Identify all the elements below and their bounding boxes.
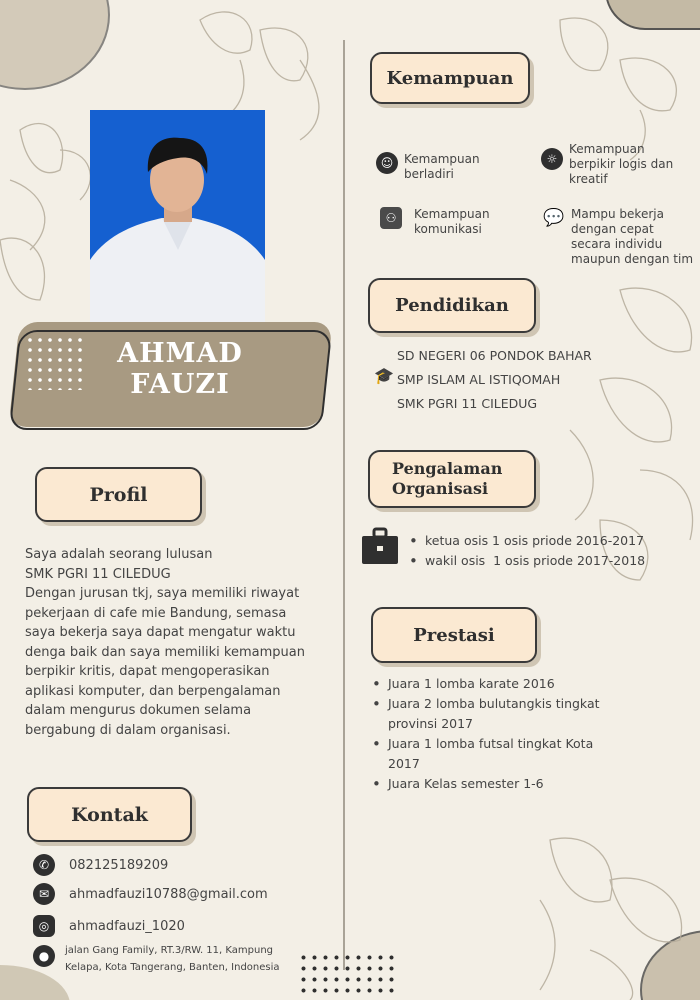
list-item: • Juara 1 lomba karate 2016: [368, 674, 668, 694]
skill-item: [541, 142, 673, 187]
contact-address: [33, 942, 280, 976]
achievements-heading: Prestasi: [371, 607, 537, 663]
skill-item: [380, 207, 490, 237]
profile-text: Saya adalah seorang lulusan SMK PGRI 11 CILEDUG Dengan jurusan tkj, saya memiliki riwayat pekerjaan di cafe mie Bandung, semasa saya bekerja saya dapat mengatur waktu denga baik dan saya memiliki kemampuan berpikir kritis, dapat mengoperasikan aplikasi komputer, dan berpengalaman dalam mengurus dokumen selama bergabung di dalam organisasi.: [25, 547, 305, 738]
skill-text: Mampu bekerja dengan cepat secara individu maupun dengan tim: [571, 207, 694, 266]
location-icon: ●: [33, 945, 55, 967]
instagram-handle: ahmadfauzi_1020: [69, 918, 185, 934]
contact-instagram: [33, 915, 185, 937]
name-last: FAUZI: [130, 369, 230, 400]
list-item: • Juara 2 lomba bulutangkis tingkat provinsi 2017: [368, 694, 668, 734]
flower-icon: [540, 838, 682, 1000]
profile-summary: [25, 545, 337, 740]
skill-text: Kemampuan berladiri: [404, 152, 480, 181]
education-heading: Pendidikan: [368, 278, 536, 333]
list-item: • Juara Kelas semester 1-6: [368, 774, 668, 794]
name-first: AHMAD: [117, 338, 243, 369]
people-icon: ⚇: [380, 207, 402, 229]
education-item: SMK PGRI 11 CILEDUG: [397, 396, 538, 411]
skill-text: Kemampuan komunikasi: [414, 207, 490, 236]
organization-heading-line-1: Pengalaman: [392, 459, 503, 478]
achievements-list: [368, 674, 668, 794]
organization-list: [405, 531, 645, 571]
instagram-icon: ◎: [33, 915, 55, 937]
phone-number: 082125189209: [69, 857, 169, 873]
contact-phone: [33, 854, 168, 876]
list-item: • ketua osis 1 osis priode 2016-2017: [405, 531, 645, 551]
profile-photo: [90, 110, 265, 330]
address-line-1: jalan Gang Family, RT.3/RW. 11, Kampung: [65, 945, 274, 956]
skills-heading: Kemampuan: [370, 52, 530, 104]
profile-heading: Profil: [35, 467, 202, 522]
skill-item: [543, 207, 693, 267]
person-name: [80, 338, 280, 400]
organization-heading: [368, 450, 536, 508]
list-item: • Juara 1 lomba futsal tingkat Kota 2017: [368, 734, 668, 774]
education-item: SMP ISLAM AL ISTIQOMAH: [397, 372, 561, 387]
education-item: SD NEGERI 06 PONDOK BAHAR: [397, 348, 592, 363]
skill-text: Kemampuan berpikir logis dan kreatif: [569, 142, 674, 186]
briefcase-icon: [361, 527, 399, 565]
decorative-dots: [25, 335, 85, 390]
list-item: • wakil osis 1 osis priode 2017-2018: [405, 551, 645, 571]
chat-icon: 💬: [543, 207, 565, 228]
email-icon: ✉: [33, 883, 55, 905]
martial-arts-icon: ☺: [376, 152, 398, 174]
email-address: ahmadfauzi10788@gmail.com: [69, 886, 268, 902]
flower-icon: [560, 18, 676, 160]
address-text: [65, 942, 280, 976]
flower-icon: [0, 124, 90, 300]
graduation-cap-icon: 🎓: [374, 366, 394, 385]
phone-icon: ✆: [33, 854, 55, 876]
contact-heading: Kontak: [27, 787, 192, 842]
skill-item: [376, 152, 480, 182]
lightbulb-icon: ☼: [541, 148, 563, 170]
organization-heading-line-2: Organisasi: [392, 479, 489, 498]
column-divider: [343, 40, 345, 970]
decorative-dots: [298, 952, 398, 997]
address-line-2: Kelapa, Kota Tangerang, Banten, Indonesia: [65, 962, 280, 973]
contact-email: [33, 883, 268, 905]
